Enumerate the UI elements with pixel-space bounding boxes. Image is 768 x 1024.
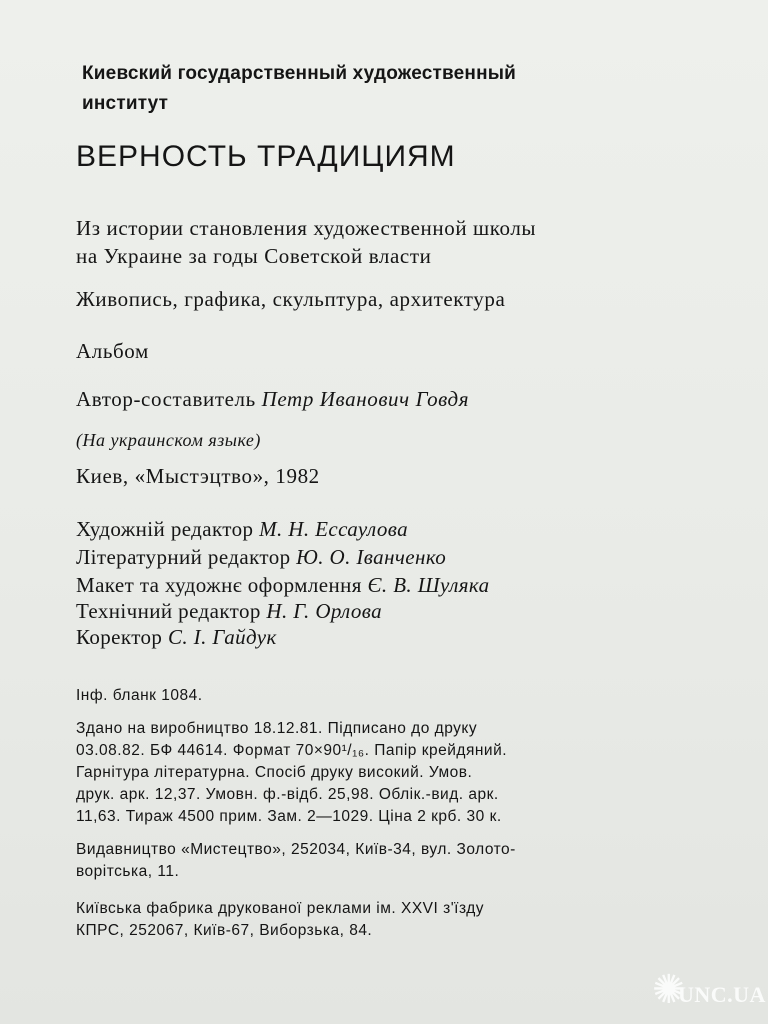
production-line: Здано на виробництво 18.12.81. Підписано до друку bbox=[76, 720, 478, 737]
production-line: друк. арк. 12,37. Умовн. ф.-відб. 25,98. Облік.-вид. арк. bbox=[76, 786, 499, 803]
imprint-line: Киев, «Мыстэцтво», 1982 bbox=[76, 464, 320, 488]
institute-line-1: Киевский государственный художественный bbox=[82, 63, 517, 84]
production-line: 03.08.82. БФ 44614. Формат 70×90¹/₁₆. Папір крейдяний. bbox=[76, 742, 508, 759]
credit-role: Коректор bbox=[76, 625, 163, 649]
credit-line bbox=[76, 627, 277, 648]
credit-name: Н. Г. Орлова bbox=[266, 599, 382, 623]
author-label: Автор-составитель bbox=[76, 387, 256, 411]
production-line: 11,63. Тираж 4500 прим. Зам. 2—1029. Ціна 2 крб. 30 к. bbox=[76, 808, 502, 825]
institute-line-2: институт bbox=[82, 93, 169, 114]
credit-line bbox=[76, 601, 382, 622]
credit-name: Ю. О. Іванченко bbox=[296, 545, 447, 569]
book-title: ВЕРНОСТЬ ТРАДИЦИЯМ bbox=[76, 140, 456, 173]
credit-role: Макет та художнє оформлення bbox=[76, 573, 362, 597]
subtitle-line-1: Из истории становления художественной школы bbox=[76, 216, 537, 240]
credit-name: С. І. Гайдук bbox=[167, 625, 277, 649]
author-name: Петр Иванович Говдя bbox=[261, 387, 470, 411]
credit-role: Літературний редактор bbox=[76, 545, 291, 569]
credit-role: Технічний редактор bbox=[76, 599, 261, 623]
album-type: Альбом bbox=[76, 339, 149, 363]
genres-line: Живопись, графика, скульптура, архитектура bbox=[76, 287, 506, 311]
subtitle-line-2: на Украине за годы Советской власти bbox=[76, 244, 432, 268]
credit-line bbox=[76, 547, 446, 568]
watermark-text: UNC.UA bbox=[678, 982, 766, 1007]
watermark-logo bbox=[652, 967, 766, 1014]
printer-line: Київська фабрика друкованої реклами ім. XXVI з'їзду bbox=[76, 900, 485, 917]
language-note: (На украинском языке) bbox=[76, 430, 261, 450]
production-line: Гарнітура літературна. Спосіб друку високий. Умов. bbox=[76, 764, 473, 781]
publisher-line: Видавництво «Мистецтво», 252034, Київ-34, вул. Золото- bbox=[76, 841, 516, 858]
credit-role: Художній редактор bbox=[76, 517, 254, 541]
credit-name: Є. В. Шуляка bbox=[367, 573, 490, 597]
credit-line bbox=[76, 575, 490, 596]
inf-blank: Інф. бланк 1084. bbox=[76, 687, 203, 704]
credit-name: М. Н. Ессаулова bbox=[259, 517, 409, 541]
printer-line: КПРС, 252067, Київ-67, Виборзька, 84. bbox=[76, 922, 373, 939]
author-line bbox=[76, 389, 469, 410]
credit-line bbox=[76, 519, 408, 540]
publisher-line: ворітська, 11. bbox=[76, 863, 180, 880]
sunburst-icon: ✺ bbox=[652, 967, 686, 1012]
